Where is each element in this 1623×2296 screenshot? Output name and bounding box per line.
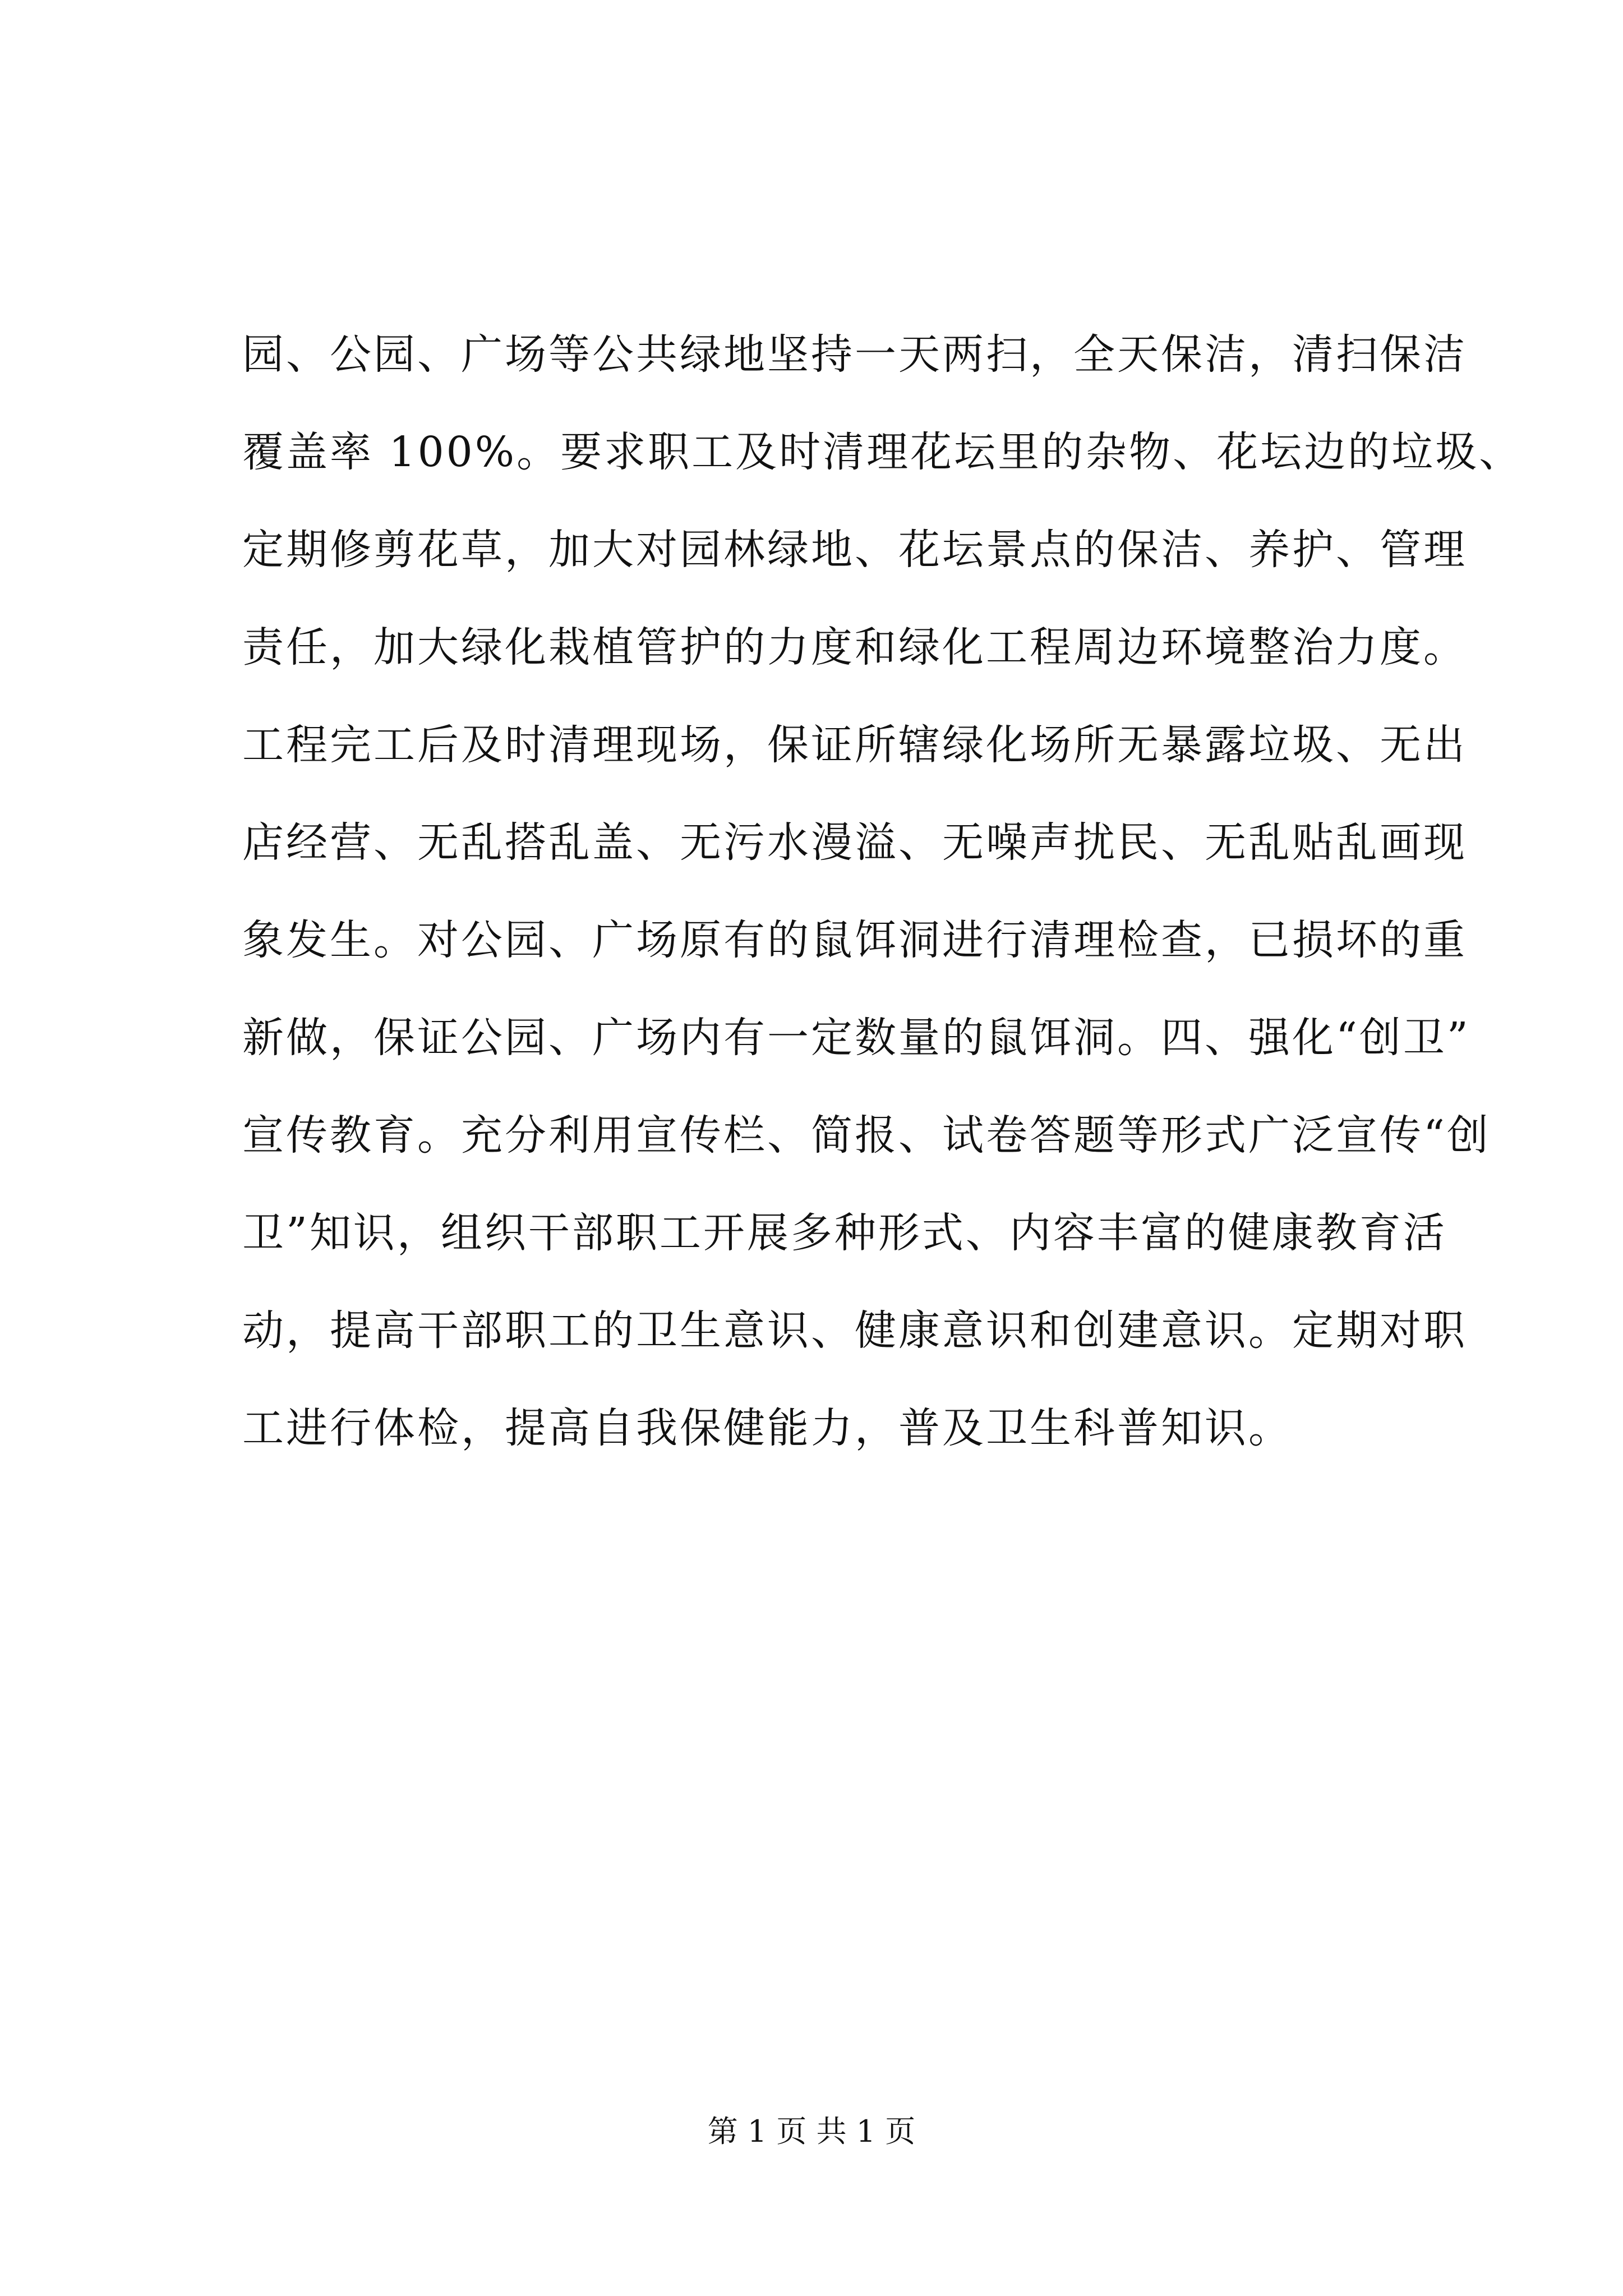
text-line: 工程完工后及时清理现场，保证所辖绿化场所无暴露垃圾、无出 [242,721,1467,769]
text-line: 新做，保证公园、广场内有一定数量的鼠饵洞。四、强化“创卫” [242,1014,1470,1062]
text-line: 象发生。对公园、广场原有的鼠饵洞进行清理检查，已损坏的重 [242,916,1467,964]
text-line: 宣传教育。充分利用宣传栏、简报、试卷答题等形式广泛宣传“创 [242,1111,1491,1159]
text-line: 店经营、无乱搭乱盖、无污水漫溢、无噪声扰民、无乱贴乱画现 [242,818,1467,867]
body-paragraph [242,306,1523,1477]
text-line: 责任，加大绿化栽植管护的力度和绿化工程周边环境整治力度。 [242,623,1467,671]
text-line: 定期修剪花草，加大对园林绿地、花坛景点的保洁、养护、管理 [242,526,1467,574]
page-footer: 第 1 页 共 1 页 [707,2114,916,2149]
text-line: 动，提高干部职工的卫生意识、健康意识和创建意识。定期对职 [242,1306,1467,1355]
text-line: 卫”知识，组织干部职工开展多种形式、内容丰富的健康教育活 [242,1209,1447,1257]
text-line: 覆盖率 100%。要求职工及时清理花坛里的杂物、花坛边的垃圾、 [242,428,1523,476]
text-line: 工进行体检，提高自我保健能力，普及卫生科普知识。 [242,1404,1292,1452]
text-line: 园、公园、广场等公共绿地坚持一天两扫，全天保洁，清扫保洁 [242,330,1467,379]
